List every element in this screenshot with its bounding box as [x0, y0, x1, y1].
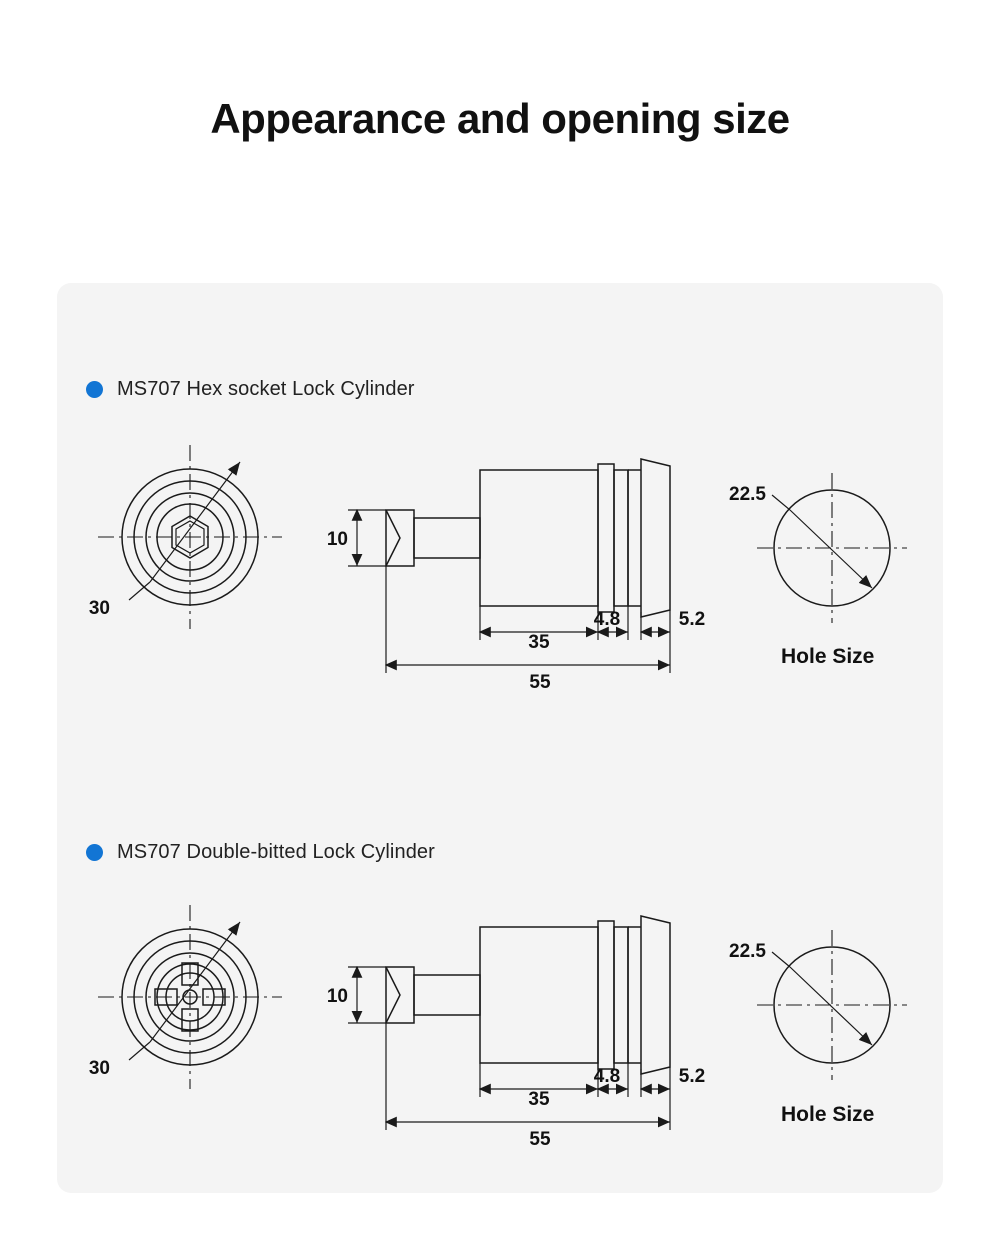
dim-body-length: 35 [528, 1089, 550, 1110]
dim-socket-depth: 10 [326, 529, 348, 550]
section-label: MS707 Double-bitted Lock Cylinder [117, 841, 435, 863]
dim-body-length: 35 [528, 632, 550, 653]
bullet-icon [86, 381, 103, 398]
dim-flange-step: 4.8 [593, 609, 621, 630]
page-title: Appearance and opening size [210, 95, 790, 142]
dim-socket-depth: 10 [326, 986, 348, 1007]
dim-total-length: 55 [529, 1129, 551, 1150]
dim-head-thickness: 5.2 [678, 1066, 706, 1087]
dim-flange-step: 4.8 [593, 1066, 621, 1087]
dim-total-length: 55 [529, 672, 551, 693]
dim-front-diameter: 30 [88, 1058, 110, 1079]
diagram-panel [57, 283, 943, 1193]
hole-size-caption: Hole Size [781, 645, 875, 668]
section-label: MS707 Hex socket Lock Cylinder [117, 378, 415, 400]
dim-head-thickness: 5.2 [678, 609, 706, 630]
bullet-icon [86, 844, 103, 861]
dim-front-diameter: 30 [88, 598, 110, 619]
section-header-hex-socket [86, 378, 415, 401]
section-header-double-bitted [86, 841, 435, 864]
dim-hole-size: 22.5 [729, 484, 766, 505]
dim-hole-size: 22.5 [729, 941, 766, 962]
hole-size-caption: Hole Size [781, 1103, 875, 1126]
